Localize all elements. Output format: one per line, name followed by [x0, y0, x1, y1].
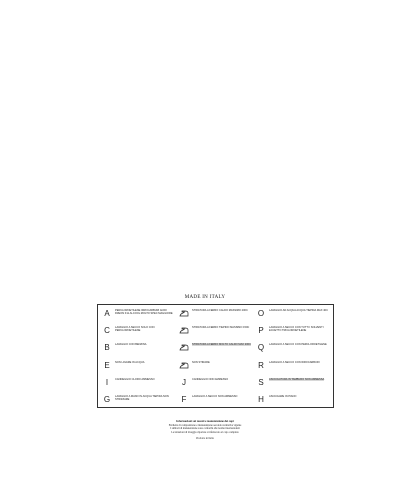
legend-item [102, 376, 175, 393]
legend-item [256, 307, 329, 324]
legend-item [179, 359, 252, 376]
iron-icon [179, 344, 189, 351]
care-symbol-letter: O [257, 309, 265, 318]
care-symbol-letter: G [103, 395, 111, 404]
care-symbol-description: STIRATURA A FERRO CALDO MASSIMO 200C [192, 309, 248, 312]
legend-item [256, 359, 329, 376]
care-symbol-description: ASCIUGATURA IN TAMBURO NON AMMESSA [269, 377, 325, 381]
care-symbol-description: STIRATURA A FERRO MOLTO CALDO MAX 200C [192, 343, 251, 347]
care-symbol-description: LAVAGGIO CON BENZINA [115, 343, 147, 347]
care-symbol-letter: E [104, 360, 110, 370]
care-symbol-letter: B [104, 343, 110, 353]
legend-item [179, 324, 252, 341]
care-symbol-letter: Q [257, 343, 265, 353]
legend-item [256, 341, 329, 358]
legend-item [179, 307, 252, 324]
legend-item [256, 393, 329, 405]
care-symbol-description: LAVAGGIO A SECCO CON TUTTI I SOLVENTI ECCETTO TRICLOROETILENE [269, 326, 324, 333]
care-symbol-description: CANDEGGIO CLORO AMMESSO [115, 377, 155, 381]
care-symbol-letter: S [258, 377, 264, 387]
legend-item [256, 324, 329, 341]
care-symbol-description: NON STIRARE [192, 360, 210, 364]
care-symbol-letter: I [105, 377, 109, 387]
made-in-label: MADE IN ITALY [184, 295, 226, 300]
care-symbol-description: STIRATURA A FERRO TIEPIDO MASSIMO 150C [192, 326, 250, 330]
legend-item [102, 324, 175, 341]
care-symbol-description: LAVAGGIO A SECCO SOLO CON PERCLOROETILENE [115, 326, 155, 333]
care-symbol-description: LAVAGGIO A SECCO CON IDROCARBURI [269, 360, 320, 364]
care-symbol-letter: A [104, 309, 110, 318]
care-symbol-description: ASCIUGARE IN PIANO [269, 395, 297, 398]
legend-item [102, 359, 175, 376]
legend-item [179, 376, 252, 393]
footer-line-4: Le istruzioni di lavaggio riportate si riferiscono al capo completo [171, 430, 239, 434]
care-symbol-description: LAVAGGIO AD ACQUA ACQUA TIEPIDA MAX 40C [269, 309, 328, 312]
legend-item [102, 393, 175, 405]
care-symbol-letter: H [258, 395, 264, 404]
iron-icon [179, 310, 189, 317]
care-symbol-description: LAVAGGIO A SECCO NON AMMESSO [192, 395, 238, 398]
footer-line-3: I simboli di manutenzione sono conformi alle norme internazionali [170, 427, 240, 431]
footer-line-2: Etichetta di composizione e manutenzione secondo normativa vigente [168, 424, 242, 427]
care-symbol-description: PERCLOROETILENE IDROCARBURI ACIDI FREON F11 ALCOOL MOLTO SPEC MAGGIORE [115, 309, 173, 316]
legend-item [256, 376, 329, 393]
care-symbol-letter: C [104, 326, 110, 336]
legend-item [102, 307, 175, 324]
iron-icon [179, 362, 189, 369]
care-symbol-letter: J [182, 377, 186, 387]
care-symbol-letter: P [258, 326, 264, 336]
footer-line-5: Prodotto in Italia [196, 437, 214, 441]
iron-icon [179, 327, 189, 334]
footer-line-1: Informazioni sui tessuti e manutenzione dei capi [176, 420, 234, 423]
care-symbol-description: CANDEGGIO NON AMMESSO [192, 377, 229, 381]
care-symbols-legend [97, 304, 334, 408]
legend-item [179, 341, 252, 358]
care-symbol-description: LAVAGGIO A SECCO CON PERCLOROETILENE [269, 343, 327, 347]
care-symbol-letter: F [181, 395, 187, 404]
care-symbol-description: NON LAVARE IN ACQUA [115, 360, 145, 364]
legend-item [179, 393, 252, 405]
footer-notes [22, 420, 388, 441]
care-symbol-letter: R [258, 360, 264, 370]
legend-item [102, 341, 175, 358]
care-symbol-description: LAVAGGIO A MANO IN ACQUA TIEPIDA NON STRIZZARE [115, 395, 169, 402]
